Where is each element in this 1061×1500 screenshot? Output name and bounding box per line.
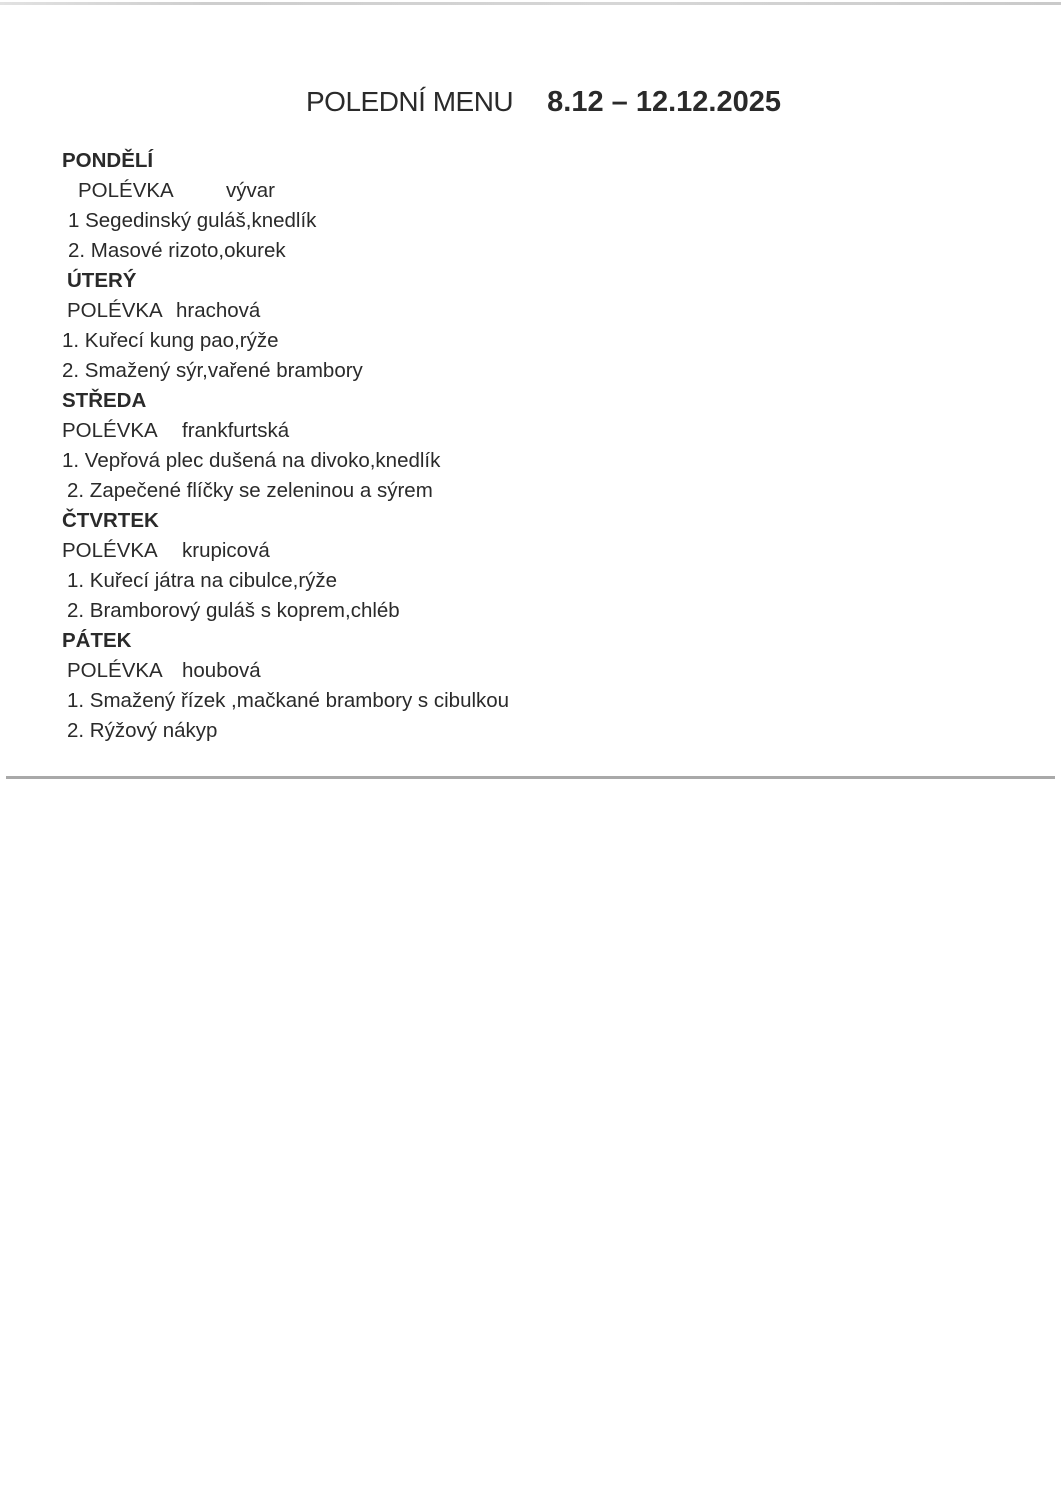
- day-heading-wednesday: STŘEDA: [62, 389, 147, 412]
- dish-item: 2. Rýžový nákyp: [67, 719, 218, 742]
- soup-label: POLÉVKA: [78, 179, 174, 202]
- dish-item: 1. Kuřecí játra na cibulce,rýže: [67, 569, 338, 592]
- soup-label: POLÉVKA: [62, 539, 158, 562]
- soup-line-tuesday: [67, 298, 260, 324]
- dish-item: 2. Bramborový guláš s koprem,chléb: [67, 599, 400, 622]
- dish-item: 1. Smažený řízek ,mačkané brambory s cibulkou: [67, 689, 510, 712]
- soup-line-friday: [67, 658, 261, 684]
- soup-line-wednesday: [62, 418, 289, 444]
- scan-edge-top: [0, 2, 1061, 5]
- menu-dates: 8.12 – 12.12.2025: [547, 86, 781, 118]
- menu-header: [306, 84, 781, 120]
- soup-label: POLÉVKA: [67, 659, 163, 682]
- soup-label: POLÉVKA: [67, 299, 163, 322]
- day-heading-friday: PÁTEK: [62, 629, 132, 652]
- soup-line-thursday: [62, 538, 270, 564]
- scan-edge-bottom: [6, 776, 1055, 779]
- soup-name: krupicová: [182, 539, 270, 562]
- soup-name: hrachová: [176, 299, 261, 322]
- dish-item: 2. Masové rizoto,okurek: [68, 239, 286, 262]
- dish-item: 2. Smažený sýr,vařené brambory: [62, 359, 363, 382]
- day-heading-thursday: ČTVRTEK: [62, 509, 159, 532]
- dish-item: 1. Kuřecí kung pao,rýže: [62, 329, 279, 352]
- day-heading-tuesday: ÚTERÝ: [67, 269, 137, 292]
- dish-item: 2. Zapečené flíčky se zeleninou a sýrem: [67, 479, 433, 502]
- soup-label: POLÉVKA: [62, 419, 158, 442]
- dish-item: 1. Vepřová plec dušená na divoko,knedlík: [62, 449, 441, 472]
- soup-name: vývar: [226, 179, 275, 202]
- dish-item: 1 Segedinský guláš,knedlík: [68, 209, 317, 232]
- day-heading-monday: PONDĚLÍ: [62, 149, 154, 172]
- soup-name: houbová: [182, 659, 261, 682]
- soup-line-monday: [78, 178, 275, 204]
- menu-title: POLEDNÍ MENU: [306, 86, 514, 117]
- soup-name: frankfurtská: [182, 419, 290, 442]
